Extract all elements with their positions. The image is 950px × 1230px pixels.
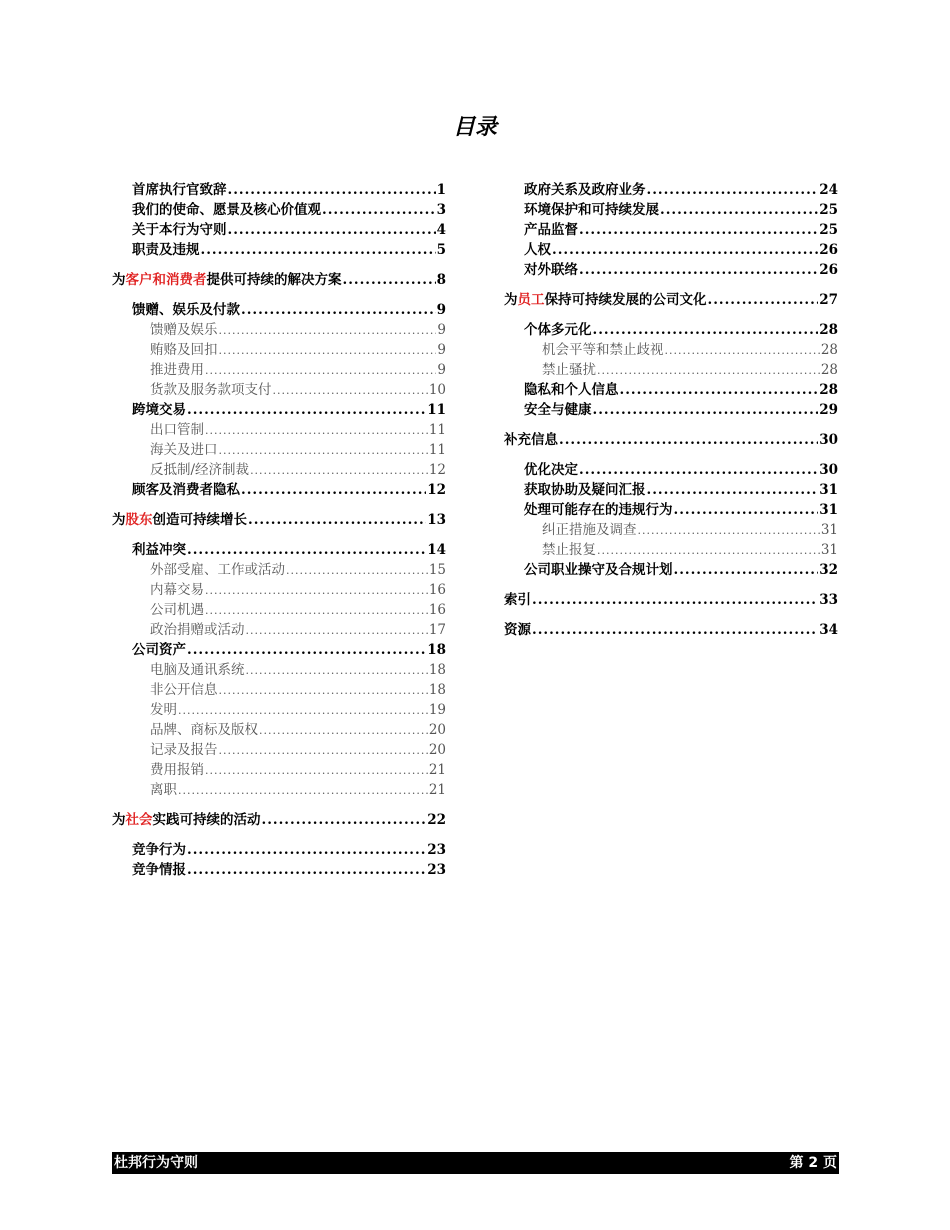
toc-entry-label: 电脑及通讯系统 <box>150 662 245 678</box>
toc-entry-label: 公司机遇 <box>150 602 204 618</box>
dot-leader <box>187 400 426 420</box>
toc-entry-label: 馈赠、娱乐及付款 <box>132 302 240 318</box>
toc-entry[interactable] <box>112 220 446 240</box>
toc-entry-label: 公司资产 <box>132 642 186 658</box>
toc-page-number: 23 <box>427 862 446 878</box>
dot-leader <box>532 620 818 640</box>
toc-subentry[interactable] <box>112 620 446 640</box>
toc-entry[interactable] <box>504 400 838 420</box>
toc-entry-label: 货款及服务款项支付 <box>150 382 272 398</box>
toc-page-number: 25 <box>819 222 838 238</box>
toc-left-column <box>112 180 446 880</box>
dot-leader <box>205 601 428 621</box>
dot-leader <box>219 741 428 761</box>
dot-leader <box>219 341 437 361</box>
toc-entry-label: 顾客及消费者隐私 <box>132 482 240 498</box>
toc-subentry[interactable] <box>504 520 838 540</box>
toc-subentry[interactable] <box>112 780 446 800</box>
dot-leader <box>559 430 818 450</box>
toc-entry-label: 贿赂及回扣 <box>150 342 218 358</box>
dot-leader <box>187 540 426 560</box>
toc-section-entry[interactable] <box>112 810 446 830</box>
toc-entry-label: 隐私和个人信息 <box>524 382 619 398</box>
toc-entry-label: 个体多元化 <box>524 322 592 338</box>
toc-entry-label: 品牌、商标及版权 <box>150 722 258 738</box>
toc-entry[interactable] <box>112 400 446 420</box>
toc-page-number: 20 <box>428 742 446 758</box>
toc-entry[interactable] <box>504 260 838 280</box>
toc-entry-label: 获取协助及疑问汇报 <box>524 482 646 498</box>
toc-page-number: 33 <box>819 592 838 608</box>
dot-leader <box>708 290 819 310</box>
toc-page-number: 21 <box>428 782 446 798</box>
toc-entry[interactable] <box>112 200 446 220</box>
toc-entry-label: 政治捐赠或活动 <box>150 622 245 638</box>
toc-subentry[interactable] <box>112 740 446 760</box>
toc-entry-label: 补充信息 <box>504 432 558 448</box>
toc-entry-label: 机会平等和禁止歧视 <box>542 342 664 358</box>
toc-page-number: 31 <box>819 502 838 518</box>
dot-leader <box>647 180 819 200</box>
toc-subentry[interactable] <box>112 560 446 580</box>
toc-section-entry[interactable] <box>504 620 838 640</box>
toc-page-number: 23 <box>427 842 446 858</box>
toc-entry-label: 外部受雇、工作或活动 <box>150 562 285 578</box>
dot-leader <box>343 270 436 290</box>
dot-leader <box>228 180 436 200</box>
toc-label-suffix: 实践可持续的活动 <box>152 812 261 828</box>
toc-label-highlight: 客户和消费者 <box>125 272 207 288</box>
toc-page-number: 18 <box>428 662 446 678</box>
dot-leader <box>248 510 426 530</box>
toc-entry-label: 人权 <box>524 242 551 258</box>
toc-page-number: 8 <box>436 272 446 288</box>
toc-entry-label: 海关及进口 <box>150 442 218 458</box>
dot-leader <box>187 840 426 860</box>
toc-section-entry[interactable] <box>504 290 838 310</box>
toc-entry-label <box>112 810 261 830</box>
toc-entry[interactable] <box>112 240 446 260</box>
dot-leader <box>259 721 428 741</box>
toc-page-number: 28 <box>819 382 838 398</box>
toc-subentry[interactable] <box>112 600 446 620</box>
toc-page-number: 17 <box>428 622 446 638</box>
dot-leader <box>660 200 818 220</box>
toc-page-number: 4 <box>436 222 446 238</box>
dot-leader <box>219 321 437 341</box>
toc-subentry[interactable] <box>112 440 446 460</box>
dot-leader <box>219 441 428 461</box>
toc-entry[interactable] <box>504 560 838 580</box>
dot-leader <box>228 220 436 240</box>
toc-label-highlight: 股东 <box>125 512 153 528</box>
toc-label-prefix: 为 <box>112 512 126 528</box>
toc-entry-label: 产品监督 <box>524 222 578 238</box>
toc-page-number: 9 <box>436 302 446 318</box>
dot-leader <box>647 480 819 500</box>
dot-leader <box>201 240 436 260</box>
dot-leader <box>532 590 818 610</box>
dot-leader <box>579 220 818 240</box>
toc-entry-label: 推进费用 <box>150 362 204 378</box>
toc-entry-label: 职责及违规 <box>132 242 200 258</box>
toc-subentry[interactable] <box>504 540 838 560</box>
toc-label-highlight: 员工 <box>517 292 545 308</box>
toc-subentry[interactable] <box>112 680 446 700</box>
toc-page-number: 31 <box>820 542 838 558</box>
toc-page-number: 26 <box>819 262 838 278</box>
dot-leader <box>205 361 436 381</box>
toc-page-number: 13 <box>427 512 446 528</box>
toc-page-number: 9 <box>437 362 446 378</box>
toc-entry-label: 发明 <box>150 702 177 718</box>
toc-page-number: 21 <box>428 762 446 778</box>
toc-page-number: 9 <box>437 322 446 338</box>
toc-label-prefix: 为 <box>112 812 126 828</box>
toc-page-number: 19 <box>428 702 446 718</box>
dot-leader <box>579 260 818 280</box>
toc-subentry[interactable] <box>112 660 446 680</box>
toc-subentry[interactable] <box>112 460 446 480</box>
toc-page-number: 18 <box>428 682 446 698</box>
toc-subentry[interactable] <box>504 360 838 380</box>
dot-leader <box>205 581 428 601</box>
toc-page-number: 16 <box>428 582 446 598</box>
toc-subentry[interactable] <box>112 760 446 780</box>
toc-page-number: 18 <box>427 642 446 658</box>
dot-leader <box>593 400 819 420</box>
toc-entry[interactable] <box>112 640 446 660</box>
dot-leader <box>246 661 428 681</box>
toc-entry-label: 出口管制 <box>150 422 204 438</box>
toc-page-number: 12 <box>427 482 446 498</box>
dot-leader <box>593 320 819 340</box>
toc-entry-label: 公司职业操守及合规计划 <box>524 562 673 578</box>
toc-entry[interactable] <box>112 540 446 560</box>
toc-entry-label: 首席执行官致辞 <box>132 182 227 198</box>
toc-entry[interactable] <box>504 220 838 240</box>
toc-entry-label: 纠正措施及调查 <box>542 522 637 538</box>
toc-entry[interactable] <box>112 840 446 860</box>
toc-entry[interactable] <box>504 200 838 220</box>
dot-leader <box>552 240 818 260</box>
toc-entry-label: 费用报销 <box>150 762 204 778</box>
toc-entry-label: 记录及报告 <box>150 742 218 758</box>
dot-leader <box>674 560 819 580</box>
toc-entry[interactable] <box>504 480 838 500</box>
toc-page-number: 3 <box>436 202 446 218</box>
toc-entry-label: 离职 <box>150 782 177 798</box>
toc-entry-label: 处理可能存在的违规行为 <box>524 502 673 518</box>
toc-entry-label: 跨境交易 <box>132 402 186 418</box>
dot-leader <box>262 810 427 830</box>
toc-page-number: 27 <box>819 292 838 308</box>
dot-leader <box>638 521 820 541</box>
toc-label-suffix: 创造可持续增长 <box>152 512 247 528</box>
toc-entry-label <box>112 270 342 290</box>
toc-subentry[interactable] <box>112 360 446 380</box>
toc-entry[interactable] <box>504 240 838 260</box>
dot-leader <box>597 361 820 381</box>
toc-entry-label: 利益冲突 <box>132 542 186 558</box>
toc-section-entry[interactable] <box>504 590 838 610</box>
dot-leader <box>187 640 426 660</box>
toc-entry[interactable] <box>504 180 838 200</box>
toc-entry-label: 资源 <box>504 622 531 638</box>
toc-entry-label <box>112 510 247 530</box>
toc-page-number: 25 <box>819 202 838 218</box>
toc-entry[interactable] <box>112 300 446 320</box>
toc-page-number: 34 <box>819 622 838 638</box>
toc-entry-label <box>504 290 707 310</box>
dot-leader <box>241 300 436 320</box>
toc-page-number: 5 <box>436 242 446 258</box>
toc-entry-label: 非公开信息 <box>150 682 218 698</box>
dot-leader <box>579 460 818 480</box>
toc-entry[interactable] <box>504 380 838 400</box>
toc-entry[interactable] <box>112 860 446 880</box>
toc-page-number: 32 <box>819 562 838 578</box>
dot-leader <box>219 681 428 701</box>
page-footer <box>112 1152 839 1174</box>
dot-leader <box>250 461 428 481</box>
dot-leader <box>205 761 428 781</box>
toc-entry-label: 环境保护和可持续发展 <box>524 202 659 218</box>
toc-page-number: 30 <box>819 462 838 478</box>
toc-page-number: 30 <box>819 432 838 448</box>
toc-entry-label: 内幕交易 <box>150 582 204 598</box>
dot-leader <box>273 381 428 401</box>
toc-label-suffix: 保持可持续发展的公司文化 <box>544 292 707 308</box>
toc-page-number: 24 <box>819 182 838 198</box>
toc-entry-label: 禁止报复 <box>542 542 596 558</box>
toc-page-number: 28 <box>819 322 838 338</box>
toc-page-number: 11 <box>427 402 446 418</box>
toc-entry-label: 竞争行为 <box>132 842 186 858</box>
dot-leader <box>322 200 436 220</box>
toc-page-number: 1 <box>436 182 446 198</box>
toc-entry-label: 对外联络 <box>524 262 578 278</box>
toc-entry-label: 关于本行为守则 <box>132 222 227 238</box>
toc-entry[interactable] <box>504 500 838 520</box>
toc-page-number: 26 <box>819 242 838 258</box>
toc-page-number: 16 <box>428 602 446 618</box>
toc-entry-label: 我们的使命、愿景及核心价值观 <box>132 202 321 218</box>
toc-entry-label: 政府关系及政府业务 <box>524 182 646 198</box>
toc-entry-label: 索引 <box>504 592 531 608</box>
toc-page-number: 31 <box>819 482 838 498</box>
toc-label-suffix: 提供可持续的解决方案 <box>206 272 342 288</box>
toc-page-number: 28 <box>820 342 838 358</box>
toc-page-number: 11 <box>428 442 446 458</box>
toc-page-number: 9 <box>437 342 446 358</box>
toc-page-number: 12 <box>428 462 446 478</box>
toc-section-entry[interactable] <box>112 510 446 530</box>
toc-subentry[interactable] <box>112 320 446 340</box>
dot-leader <box>674 500 819 520</box>
toc-subentry[interactable] <box>112 380 446 400</box>
toc-page-number: 14 <box>427 542 446 558</box>
toc-subentry[interactable] <box>112 700 446 720</box>
toc-entry[interactable] <box>112 480 446 500</box>
dot-leader <box>241 480 426 500</box>
toc-section-entry[interactable] <box>504 430 838 450</box>
toc-title: 目录 <box>452 115 497 140</box>
toc-entry[interactable] <box>112 180 446 200</box>
toc-subentry[interactable] <box>504 340 838 360</box>
toc-section-entry[interactable] <box>112 270 446 290</box>
toc-subentry[interactable] <box>112 420 446 440</box>
toc-entry-label: 反抵制/经济制裁 <box>150 462 250 478</box>
dot-leader <box>187 860 426 880</box>
dot-leader <box>665 341 820 361</box>
dot-leader <box>620 380 819 400</box>
footer-document-title: 杜邦行为守则 <box>114 1155 198 1171</box>
toc-page-number: 15 <box>428 562 446 578</box>
toc-page-number: 20 <box>428 722 446 738</box>
toc-entry-label: 竞争情报 <box>132 862 186 878</box>
toc-right-column <box>504 180 838 640</box>
toc-entry[interactable] <box>504 460 838 480</box>
toc-entry-label: 禁止骚扰 <box>542 362 596 378</box>
toc-label-prefix: 为 <box>504 292 518 308</box>
toc-entry-label: 优化决定 <box>524 462 578 478</box>
toc-page-number: 11 <box>428 422 446 438</box>
dot-leader <box>205 421 428 441</box>
toc-subentry[interactable] <box>112 580 446 600</box>
toc-entry[interactable] <box>504 320 838 340</box>
dot-leader <box>246 621 428 641</box>
dot-leader <box>286 561 428 581</box>
toc-page-number: 22 <box>427 812 446 828</box>
dot-leader <box>178 701 428 721</box>
toc-page-number: 10 <box>428 382 446 398</box>
footer-page-number: 第 2 页 <box>789 1155 837 1171</box>
toc-label-highlight: 社会 <box>125 812 153 828</box>
dot-leader <box>178 781 428 801</box>
toc-page-number: 28 <box>820 362 838 378</box>
toc-subentry[interactable] <box>112 720 446 740</box>
dot-leader <box>597 541 820 561</box>
toc-subentry[interactable] <box>112 340 446 360</box>
toc-entry-label: 馈赠及娱乐 <box>150 322 218 338</box>
toc-label-prefix: 为 <box>112 272 126 288</box>
toc-entry-label: 安全与健康 <box>524 402 592 418</box>
toc-page-number: 29 <box>819 402 838 418</box>
toc-page-number: 31 <box>820 522 838 538</box>
